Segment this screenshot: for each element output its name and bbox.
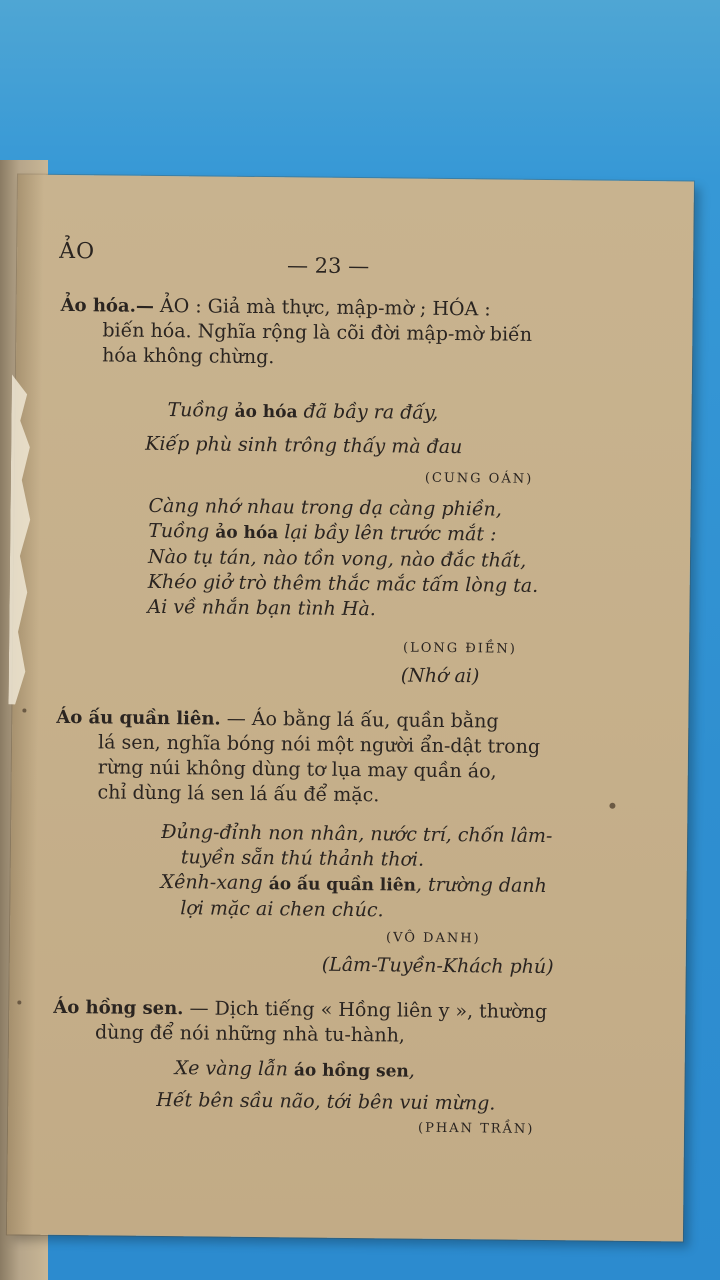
verse-line: Xênh-xang áo ấu quần liên, trường danh xyxy=(160,870,547,898)
quote-source: (PHAN TRẦN) xyxy=(417,1120,535,1137)
section-header: ẢO xyxy=(59,238,96,265)
entry-headword: Áo ấu quần liên. xyxy=(56,706,221,730)
verse-line: Ai về nhắn bạn tình Hà. xyxy=(147,595,376,621)
verse-line: Xe vàng lẫn áo hồng sen, xyxy=(174,1057,416,1082)
quote-source: (CUNG OÁN) xyxy=(424,470,534,487)
verse-line: Đủng-đỉnh non nhân, nước trí, chốn lâm- xyxy=(161,820,553,848)
paper-speck xyxy=(22,709,26,713)
entry-ao-au-quan-lien xyxy=(55,705,618,811)
verse-line: Kiếp phù sinh trông thấy mà đau xyxy=(145,432,463,459)
entry-headword: Ảo hóa.— xyxy=(60,294,155,317)
verse-line: lợi mặc ai chen chúc. xyxy=(180,897,384,922)
entry-ao-hoa xyxy=(60,293,623,374)
definition-line: dùng để nói những nhà tu-hành, xyxy=(94,1021,406,1047)
paper-speck xyxy=(17,1000,21,1004)
book-page xyxy=(7,174,694,1241)
verse-line: Hết bên sầu não, tới bên vui mừng. xyxy=(156,1088,496,1115)
verse-line: Khéo giở trò thêm thắc mắc tấm lòng ta. xyxy=(147,570,539,597)
verse-line: Tuồng ảo hóa đã bầy ra đấy, xyxy=(167,399,439,424)
verse-line: Càng nhớ nhau trong dạ càng phiền, xyxy=(148,494,502,521)
definition-line: — Dịch tiếng « Hồng liên y », thường xyxy=(189,997,548,1024)
verse-line: tuyền sẵn thú thảnh thơi. xyxy=(180,846,425,871)
paper-speck xyxy=(609,803,615,809)
definition-line: lá sen, nghĩa bóng nói một người ẩn-dật trong xyxy=(97,731,541,758)
entry-ao-hong-sen xyxy=(53,995,615,1051)
page-number: — 23 — xyxy=(286,253,370,279)
definition-line: biến hóa. Nghĩa rộng là cõi đời mập-mờ biến xyxy=(102,319,533,346)
quote-block xyxy=(147,494,539,624)
quote-block xyxy=(145,432,462,460)
quote-block xyxy=(167,398,438,427)
definition-line: ẢO : Giả mà thực, mập-mờ ; HÓA : xyxy=(159,294,491,321)
definition-line: rừng núi không dùng tơ lụa may quần áo, xyxy=(97,756,497,783)
quote-block xyxy=(156,1056,496,1117)
verse-line: Tuồng ảo hóa lại bầy lên trước mắt : xyxy=(148,519,497,546)
definition-line: chỉ dùng lá sen lá ấu để mặc. xyxy=(97,781,380,807)
quote-block xyxy=(160,820,552,925)
definition-line: — Áo bằng lá ấu, quần bằng xyxy=(226,707,499,733)
entry-headword: Áo hồng sen. xyxy=(53,996,184,1020)
verse-line: Nào tụ tán, nào tồn vong, nào đắc thất, xyxy=(147,545,527,572)
quote-work: (Nhớ ai) xyxy=(400,664,480,688)
quote-source: (LONG ĐIỀN) xyxy=(403,640,517,657)
torn-page-edge xyxy=(8,374,33,704)
quote-source: (VÔ DANH) xyxy=(385,930,481,947)
definition-line: hóa không chừng. xyxy=(102,344,275,369)
quote-work: (Lâm-Tuyền-Khách phú) xyxy=(321,953,554,979)
